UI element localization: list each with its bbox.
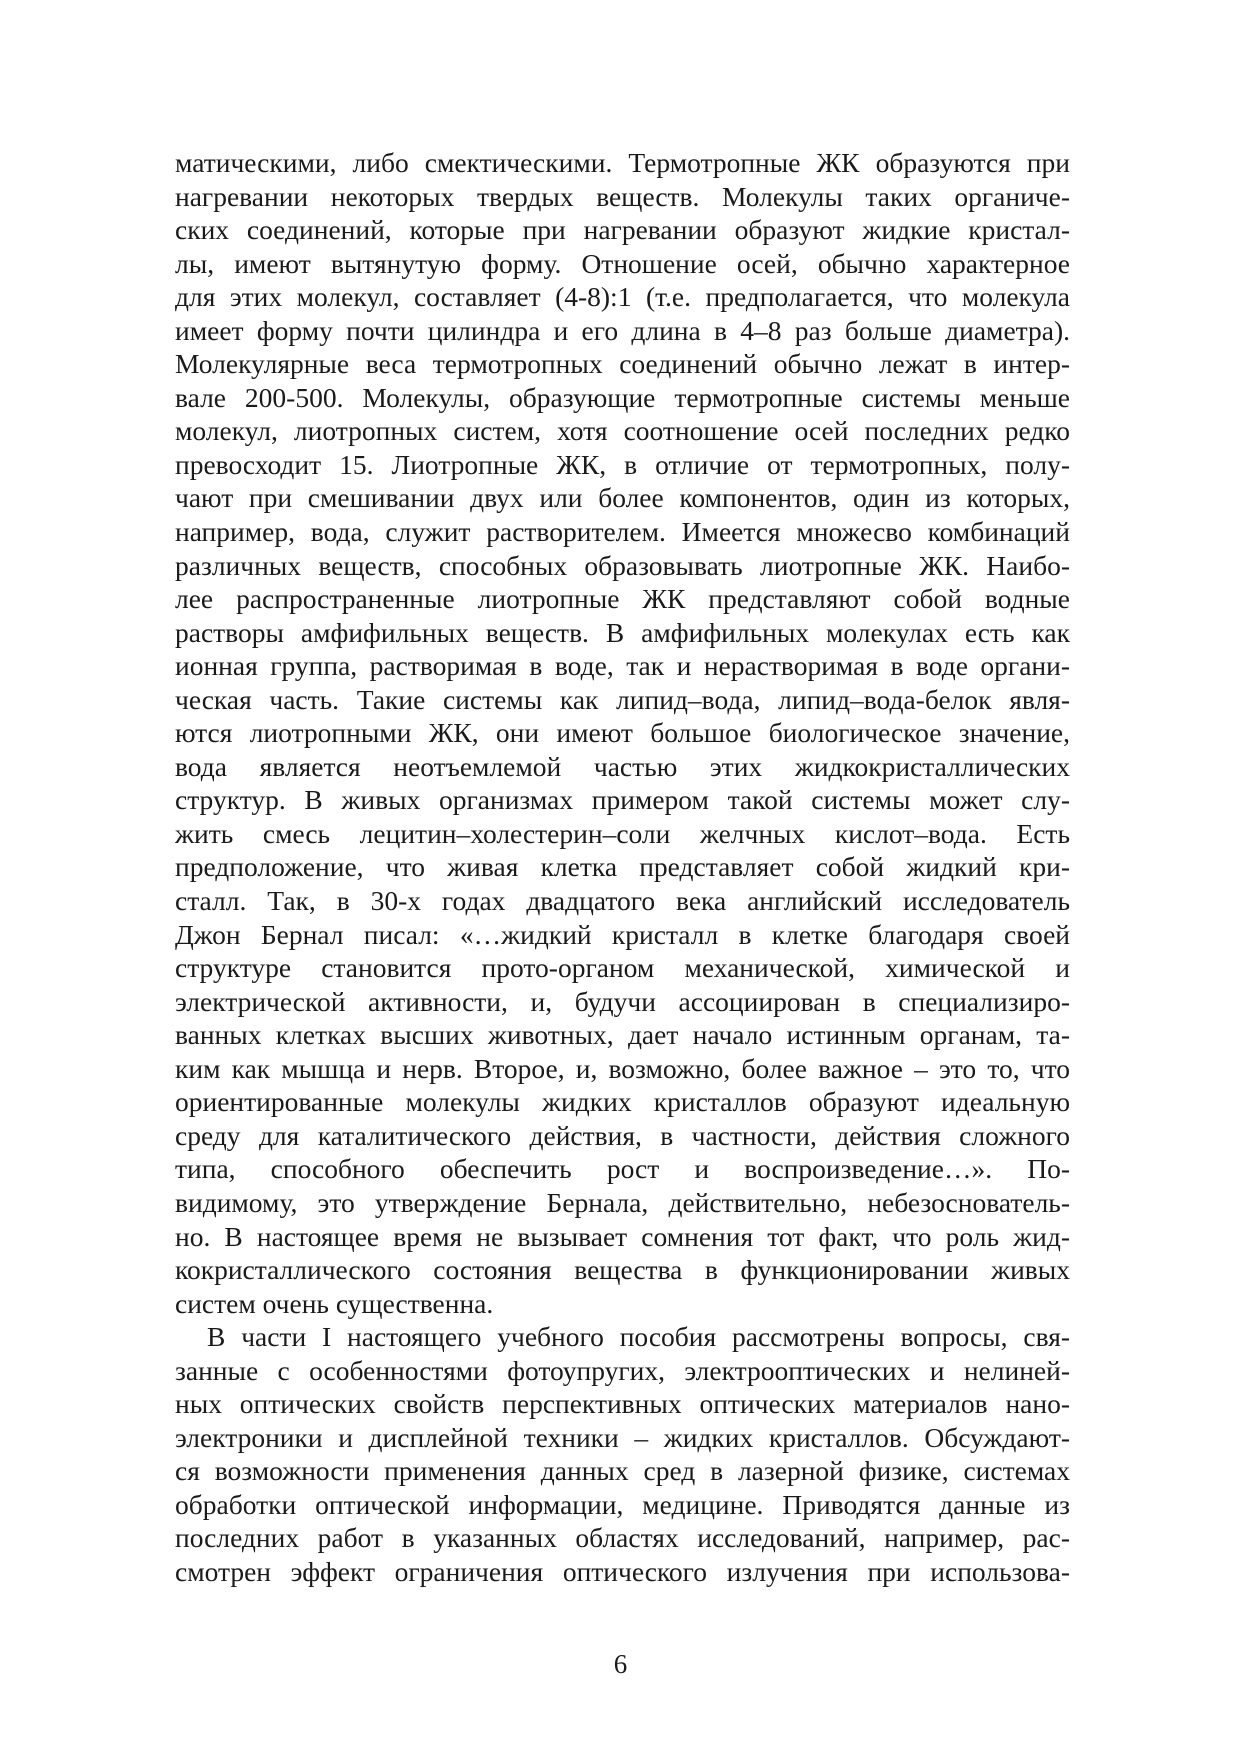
text-line: ионная группа, растворимая в воде, так и нерастворимая в воде органи- xyxy=(175,650,1070,682)
text-line: обработки оптической информации, медицине. Приводятся данные из xyxy=(175,1488,1070,1520)
text-line: для этих молекул, составляет (4-8):1 (т.е. предполагается, что молекула xyxy=(175,281,1070,313)
text-line: среду для каталитического действия, в частности, действия сложного xyxy=(175,1119,1070,1151)
text-line: нагревании некоторых твердых веществ. Молекулы таких органиче- xyxy=(175,180,1070,212)
text-line: видимому, это утверждение Бернала, действительно, небезоснователь- xyxy=(175,1186,1070,1218)
text-line: электрической активности, и, будучи ассоциирован в специализиро- xyxy=(175,985,1070,1017)
text-line: растворы амфифильных веществ. В амфифильных молекулах есть как xyxy=(175,616,1070,648)
text-line: ческая часть. Такие системы как липид–вода, липид–вода-белок явля- xyxy=(175,683,1070,715)
text-line: вале 200-500. Молекулы, образующие термотропные системы меньше xyxy=(175,381,1070,413)
text-line: ных оптических свойств перспективных оптических материалов нано- xyxy=(175,1388,1070,1420)
body-text xyxy=(175,146,1070,1589)
text-line: но. В настоящее время не вызывает сомнения тот факт, что роль жид- xyxy=(175,1220,1070,1252)
text-line: типа, способного обеспечить рост и воспроизведение…». По- xyxy=(175,1153,1070,1185)
text-line: смотрен эффект ограничения оптического излучения при использова- xyxy=(175,1555,1070,1587)
text-line: имеет форму почти цилиндра и его длина в 4–8 раз больше диаметра). xyxy=(175,314,1070,346)
text-line: систем очень существенна. xyxy=(175,1287,494,1319)
text-line: ориентированные молекулы жидких кристаллов образуют идеальную xyxy=(175,1086,1070,1118)
paragraph xyxy=(175,1320,1070,1588)
text-line: матическими, либо смектическими. Термотропные ЖК образуются при xyxy=(175,147,1070,178)
text-line: В части I настоящего учебного пособия рассмотрены вопросы, свя- xyxy=(207,1321,1070,1353)
text-line: молекул, лиотропных систем, хотя соотношение осей последних редко xyxy=(175,415,1070,447)
text-line: последних работ в указанных областях исследований, например, рас- xyxy=(175,1522,1070,1554)
text-line: различных веществ, способных образовывать лиотропные ЖК. Наибо- xyxy=(175,549,1070,581)
text-line: лы, имеют вытянутую форму. Отношение осей, обычно характерное xyxy=(175,247,1070,279)
text-line: чают при смешивании двух или более компонентов, один из которых, xyxy=(175,482,1070,514)
text-line: структуре становится прото-органом механической, химической и xyxy=(175,952,1070,984)
text-line: ким как мышца и нерв. Второе, и, возможно, более важное – это то, что xyxy=(175,1052,1070,1084)
text-line: ванных клетках высших животных, дает начало истинным органам, та- xyxy=(175,1019,1070,1051)
text-line: сталл. Так, в 30-х годах двадцатого века английский исследователь xyxy=(175,885,1070,917)
text-line: превосходит 15. Лиотропные ЖК, в отличие от термотропных, полу- xyxy=(175,448,1070,480)
text-line: Джон Бернал писал: «…жидкий кристалл в клетке благодаря своей xyxy=(175,918,1070,950)
text-line: ся возможности применения данных сред в лазерной физике, системах xyxy=(175,1455,1070,1487)
text-line: структур. В живых организмах примером такой системы может слу- xyxy=(175,784,1070,816)
text-line: предположение, что живая клетка представляет собой жидкий кри- xyxy=(175,851,1070,883)
text-line: вода является неотъемлемой частью этих жидкокристаллических xyxy=(175,750,1070,782)
text-line: кокристаллического состояния вещества в функционировании живых xyxy=(175,1254,1070,1286)
text-line: электроники и дисплейной техники – жидких кристаллов. Обсуждают- xyxy=(175,1421,1070,1453)
page-number: 6 xyxy=(613,1649,628,1679)
text-line: ются лиотропными ЖК, они имеют большое биологическое значение, xyxy=(175,717,1070,749)
text-line: жить смесь лецитин–холестерин–соли желчных кислот–вода. Есть xyxy=(175,817,1070,849)
text-line: лее распространенные лиотропные ЖК представляют собой водные xyxy=(175,583,1070,615)
text-line: Молекулярные веса термотропных соединений обычно лежат в интер- xyxy=(175,348,1070,380)
paragraph xyxy=(175,146,1070,1320)
text-line: занные с особенностями фотоупругих, электрооптических и нелиней- xyxy=(175,1354,1070,1386)
text-line: например, вода, служит растворителем. Имеется множесво комбинаций xyxy=(175,516,1070,548)
text-line: ских соединений, которые при нагревании образуют жидкие кристал- xyxy=(175,214,1070,246)
